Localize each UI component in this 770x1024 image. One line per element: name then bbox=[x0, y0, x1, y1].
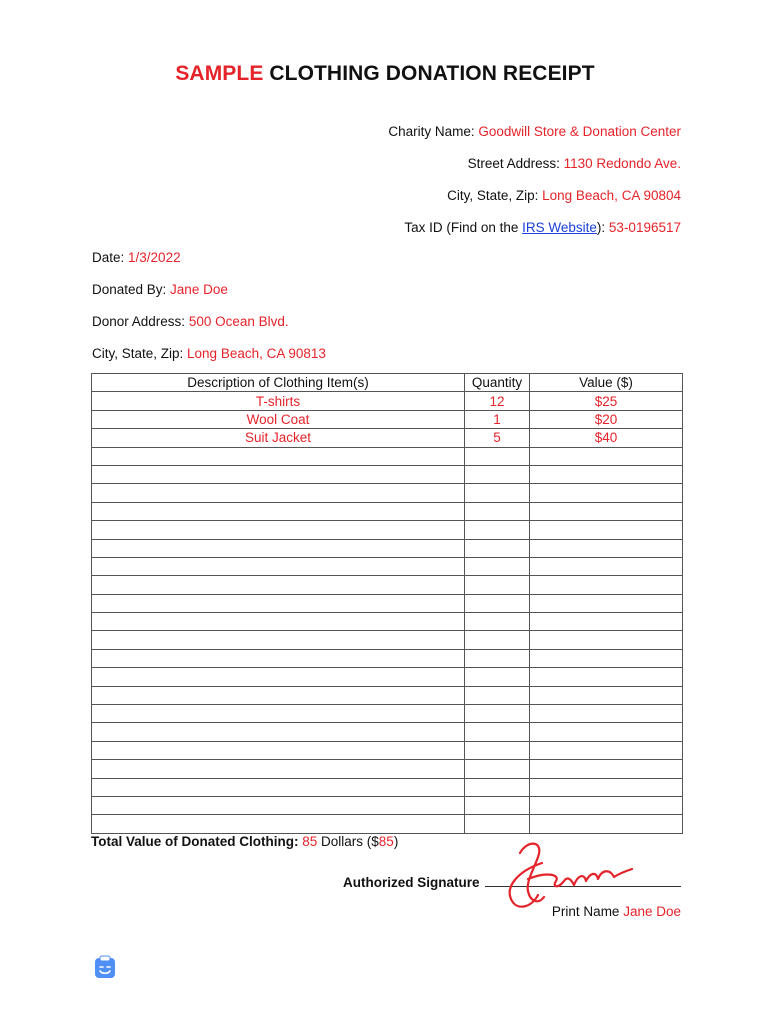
donor-city-value: Long Beach, CA 90813 bbox=[187, 346, 326, 361]
charity-street-value: 1130 Redondo Ave. bbox=[563, 156, 681, 171]
empty-cell bbox=[465, 521, 530, 539]
empty-cell bbox=[92, 484, 465, 502]
empty-cell bbox=[92, 447, 465, 465]
empty-cell bbox=[92, 668, 465, 686]
empty-cell bbox=[465, 741, 530, 759]
table-row-empty bbox=[92, 705, 683, 723]
table-row-empty bbox=[92, 649, 683, 667]
empty-cell bbox=[92, 613, 465, 631]
donor-address-value: 500 Ocean Blvd. bbox=[188, 314, 289, 329]
table-row bbox=[92, 410, 683, 428]
empty-cell bbox=[465, 465, 530, 483]
table-row-empty bbox=[92, 576, 683, 594]
print-name-value: Jane Doe bbox=[623, 904, 681, 919]
empty-cell bbox=[530, 760, 683, 778]
empty-cell bbox=[465, 649, 530, 667]
empty-cell bbox=[465, 447, 530, 465]
header-description: Description of Clothing Item(s) bbox=[92, 374, 465, 392]
donor-address-line: Donor Address: 500 Ocean Blvd. bbox=[92, 314, 289, 329]
item-value: $40 bbox=[530, 429, 683, 447]
donor-name-value: Jane Doe bbox=[170, 282, 228, 297]
empty-cell bbox=[92, 576, 465, 594]
item-value: $25 bbox=[530, 392, 683, 410]
item-description: T-shirts bbox=[92, 392, 465, 410]
empty-cell bbox=[465, 484, 530, 502]
charity-street-line: Street Address: 1130 Redondo Ave. bbox=[467, 156, 681, 171]
charity-info bbox=[388, 116, 681, 244]
total-amount: 85 bbox=[378, 834, 394, 849]
empty-cell bbox=[530, 686, 683, 704]
page-title bbox=[0, 62, 770, 86]
empty-cell bbox=[465, 576, 530, 594]
table-row-empty bbox=[92, 741, 683, 759]
empty-cell bbox=[465, 502, 530, 520]
clipboard-app-icon[interactable] bbox=[94, 955, 116, 979]
charity-taxid-line: Tax ID (Find on the IRS Website): 53-0196517 bbox=[404, 220, 681, 235]
empty-cell bbox=[465, 686, 530, 704]
table-row-empty bbox=[92, 815, 683, 833]
empty-cell bbox=[465, 723, 530, 741]
table-row bbox=[92, 429, 683, 447]
empty-cell bbox=[92, 686, 465, 704]
empty-cell bbox=[92, 539, 465, 557]
header-value: Value ($) bbox=[530, 374, 683, 392]
empty-cell bbox=[530, 557, 683, 575]
table-row-empty bbox=[92, 465, 683, 483]
empty-cell bbox=[92, 649, 465, 667]
table-row-empty bbox=[92, 594, 683, 612]
taxid-value: 53-0196517 bbox=[608, 220, 681, 235]
empty-cell bbox=[530, 796, 683, 814]
empty-cell bbox=[530, 723, 683, 741]
table-row-empty bbox=[92, 631, 683, 649]
empty-cell bbox=[92, 796, 465, 814]
table-row-empty bbox=[92, 668, 683, 686]
empty-cell bbox=[530, 465, 683, 483]
empty-cell bbox=[530, 576, 683, 594]
empty-cell bbox=[92, 594, 465, 612]
empty-cell bbox=[530, 815, 683, 833]
empty-cell bbox=[92, 521, 465, 539]
empty-cell bbox=[465, 760, 530, 778]
empty-cell bbox=[465, 668, 530, 686]
donated-by-line: Donated By: Jane Doe bbox=[92, 282, 228, 297]
table-row bbox=[92, 392, 683, 410]
empty-cell bbox=[92, 631, 465, 649]
empty-cell bbox=[92, 465, 465, 483]
empty-cell bbox=[465, 705, 530, 723]
date-value: 1/3/2022 bbox=[128, 250, 181, 265]
empty-cell bbox=[530, 521, 683, 539]
item-value: $20 bbox=[530, 410, 683, 428]
date-line: Date: 1/3/2022 bbox=[92, 250, 181, 265]
empty-cell bbox=[92, 741, 465, 759]
header-quantity: Quantity bbox=[465, 374, 530, 392]
empty-cell bbox=[465, 613, 530, 631]
charity-city-line: City, State, Zip: Long Beach, CA 90804 bbox=[447, 188, 681, 203]
item-description: Suit Jacket bbox=[92, 429, 465, 447]
item-quantity: 12 bbox=[465, 392, 530, 410]
empty-cell bbox=[465, 796, 530, 814]
empty-cell bbox=[530, 668, 683, 686]
charity-name-value: Goodwill Store & Donation Center bbox=[478, 124, 681, 139]
table-row-empty bbox=[92, 539, 683, 557]
empty-cell bbox=[92, 778, 465, 796]
charity-city-value: Long Beach, CA 90804 bbox=[542, 188, 681, 203]
handwritten-signature bbox=[498, 835, 638, 915]
table-row-empty bbox=[92, 760, 683, 778]
table-row-empty bbox=[92, 484, 683, 502]
empty-cell bbox=[530, 447, 683, 465]
table-row-empty bbox=[92, 723, 683, 741]
total-label: Total Value of Donated Clothing: bbox=[91, 834, 303, 849]
empty-cell bbox=[92, 723, 465, 741]
charity-name-line: Charity Name: Goodwill Store & Donation Center bbox=[388, 124, 681, 139]
empty-cell bbox=[465, 557, 530, 575]
empty-cell bbox=[465, 594, 530, 612]
total-words: 85 bbox=[302, 834, 318, 849]
empty-cell bbox=[465, 778, 530, 796]
empty-cell bbox=[530, 539, 683, 557]
title-sample-word: SAMPLE bbox=[175, 62, 264, 85]
donation-items-table bbox=[91, 373, 683, 834]
empty-cell bbox=[92, 815, 465, 833]
empty-cell bbox=[465, 631, 530, 649]
table-row-empty bbox=[92, 521, 683, 539]
table-row-empty bbox=[92, 557, 683, 575]
table-header-row bbox=[92, 374, 683, 392]
empty-cell bbox=[530, 631, 683, 649]
empty-cell bbox=[92, 705, 465, 723]
table-row-empty bbox=[92, 796, 683, 814]
empty-cell bbox=[530, 613, 683, 631]
title-rest: CLOTHING DONATION RECEIPT bbox=[263, 62, 595, 85]
empty-cell bbox=[530, 649, 683, 667]
item-quantity: 1 bbox=[465, 410, 530, 428]
table-row-empty bbox=[92, 613, 683, 631]
empty-cell bbox=[530, 705, 683, 723]
empty-cell bbox=[92, 502, 465, 520]
table-row-empty bbox=[92, 447, 683, 465]
empty-cell bbox=[530, 741, 683, 759]
empty-cell bbox=[92, 760, 465, 778]
empty-cell bbox=[530, 778, 683, 796]
empty-cell bbox=[465, 539, 530, 557]
empty-cell bbox=[530, 484, 683, 502]
signature-label: Authorized Signature bbox=[343, 875, 484, 890]
table-row-empty bbox=[92, 502, 683, 520]
table-row-empty bbox=[92, 686, 683, 704]
table-row-empty bbox=[92, 778, 683, 796]
empty-cell bbox=[92, 557, 465, 575]
item-quantity: 5 bbox=[465, 429, 530, 447]
donor-city-line: City, State, Zip: Long Beach, CA 90813 bbox=[92, 346, 326, 361]
empty-cell bbox=[530, 502, 683, 520]
item-description: Wool Coat bbox=[92, 410, 465, 428]
irs-website-link[interactable]: IRS Website bbox=[522, 220, 597, 235]
print-name-line: Print Name Jane Doe bbox=[551, 904, 681, 919]
empty-cell bbox=[465, 815, 530, 833]
total-value-line: Total Value of Donated Clothing: 85 Dollars ($85) bbox=[91, 834, 399, 849]
empty-cell bbox=[530, 594, 683, 612]
donor-info bbox=[92, 242, 326, 370]
